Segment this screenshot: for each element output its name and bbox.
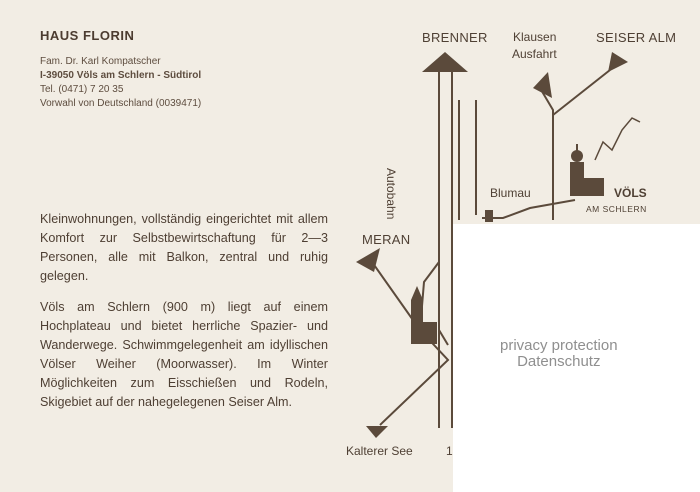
label-brenner: BRENNER [422, 30, 488, 45]
brenner-arrow-icon [422, 52, 468, 72]
kalterer-see-arrow-icon [366, 426, 388, 438]
label-autobahn: Autobahn [384, 168, 398, 220]
privacy-line-de: Datenschutz [517, 353, 601, 370]
owner-name: Fam. Dr. Karl Kompatscher [40, 56, 161, 67]
blumau-church-icon [485, 210, 493, 222]
label-klausen: Klausen [513, 30, 557, 44]
privacy-watermark [500, 338, 618, 370]
seiser-alm-arrow-icon [608, 52, 628, 72]
postal-address: I-39050 Völs am Schlern - Südtirol [40, 70, 202, 81]
page-mark: 1 [446, 444, 453, 458]
label-blumau: Blumau [490, 186, 531, 200]
label-seiser-alm: SEISER ALM [596, 30, 677, 45]
hotel-title: HAUS FLORIN [40, 28, 135, 43]
phone-number: Tel. (0471) 7 20 35 [40, 84, 124, 95]
label-am-schlern: AM SCHLERN [586, 204, 647, 214]
description-area: Völs am Schlern (900 m) liegt auf einem Hochplateau und bietet herrliche Spazier- und Wanderwege. Schwimmgelegenheit am idyllischen Völser Weiher (Moorwasser). Im Winter Möglichkeiten zum Eisschießen und Rodeln, Skigebiet auf der nahegelegenen Seiser Alm. [40, 300, 328, 409]
dialing-prefix: Vorwahl von Deutschland (0039471) [40, 98, 202, 109]
label-kalterer-see: Kalterer See [346, 444, 413, 458]
description-apartments: Kleinwohnungen, vollständig eingerichtet mit allem Komfort zur Selbstbewirtschaftung für 2—3 Personen, alle mit Balkon, zentral und ruhig gelegen. [40, 212, 328, 283]
privacy-line-en: privacy protection [500, 337, 618, 354]
bozen-church-icon [411, 286, 437, 344]
label-meran: MERAN [362, 232, 411, 247]
label-ausfahrt: Ausfahrt [512, 47, 557, 61]
label-voels: VÖLS [614, 186, 647, 200]
